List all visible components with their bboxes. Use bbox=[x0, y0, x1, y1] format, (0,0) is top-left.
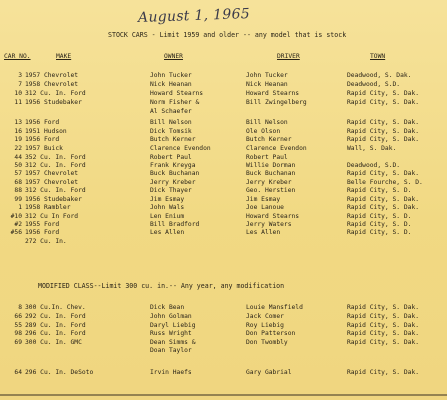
table-row bbox=[0, 238, 447, 248]
column-headers bbox=[0, 53, 447, 63]
cell-driver: Les Allen bbox=[246, 229, 281, 236]
cell-car-no: 11 bbox=[14, 99, 22, 106]
cell-car-no: 8 bbox=[18, 304, 22, 311]
cell-car-no: 44 bbox=[14, 154, 22, 161]
cell-car-no: 16 bbox=[14, 128, 22, 135]
cell-make: 1956 Ford bbox=[25, 229, 60, 236]
cell-driver: Louie Mansfield bbox=[246, 304, 303, 311]
cell-driver: Don Twombly bbox=[246, 339, 288, 346]
cell-town: Rapid City, S. Dak. bbox=[347, 339, 420, 346]
cell-owner: John Tucker bbox=[150, 72, 192, 79]
header-make: MAKE bbox=[56, 53, 72, 60]
cell-driver: Ole Olson bbox=[246, 128, 281, 135]
cell-car-no: 55 bbox=[14, 322, 22, 329]
table-row bbox=[0, 108, 447, 118]
cell-make: 1958 Rambler bbox=[25, 204, 71, 211]
cell-driver: Clarence Evendon bbox=[246, 145, 307, 152]
cell-town: Rapid City, S. Dak. bbox=[347, 304, 420, 311]
cell-town: Rapid City, S. Dak. bbox=[347, 330, 420, 337]
cell-car-no: 10 bbox=[14, 90, 22, 97]
cell-driver: Howard Stearns bbox=[246, 90, 300, 97]
cell-driver: Geo. Herstien bbox=[246, 187, 296, 194]
cell-driver: Robert Paul bbox=[246, 154, 288, 161]
cell-town: Rapid City, S. Dak. bbox=[347, 196, 420, 203]
cell-driver: Willie Dorman bbox=[246, 162, 296, 169]
cell-driver: Roy Liebig bbox=[246, 322, 284, 329]
header-town: TOWN bbox=[370, 53, 386, 60]
cell-make: 296 Cu. In. DeSoto bbox=[25, 369, 94, 376]
cell-make: 312 Cu. In. Ford bbox=[25, 187, 86, 194]
cell-driver: Howard Stearns bbox=[246, 213, 300, 220]
cell-driver: Don Patterson bbox=[246, 330, 296, 337]
cell-owner: Les Allen bbox=[150, 229, 185, 236]
cell-car-no: 7 bbox=[18, 81, 22, 88]
table-row bbox=[0, 347, 447, 357]
cell-owner: John Golman bbox=[150, 313, 192, 320]
cell-make: 352 Cu. In. Ford bbox=[25, 154, 86, 161]
cell-owner: Jerry Kreber bbox=[150, 179, 196, 186]
cell-driver: Jerry Waters bbox=[246, 221, 292, 228]
cell-car-no: #2 bbox=[14, 221, 22, 228]
header-car-no: CAR NO. bbox=[4, 53, 31, 60]
cell-make: 1956 Studebaker bbox=[25, 99, 82, 106]
cell-town: Rapid City, S. Dak. bbox=[347, 136, 420, 143]
cell-make: 1957 Chevrolet bbox=[25, 179, 79, 186]
cell-owner: John Wals bbox=[150, 204, 185, 211]
cell-owner: Len Enium bbox=[150, 213, 185, 220]
cell-town: Rapid City, S. Dak. bbox=[347, 369, 420, 376]
header-owner: OWNER bbox=[164, 53, 183, 60]
cell-driver: Jack Comer bbox=[246, 313, 284, 320]
cell-town: Rapid City, S. D. bbox=[347, 221, 412, 228]
cell-driver: Nick Heanan bbox=[246, 81, 288, 88]
cell-owner: Doan Taylor bbox=[150, 347, 192, 354]
cell-driver: Joe Lanoue bbox=[246, 204, 284, 211]
cell-driver: Butch Kerner bbox=[246, 136, 292, 143]
cell-owner: Dick Bean bbox=[150, 304, 185, 311]
cell-make: 1956 Studebaker bbox=[25, 196, 82, 203]
cell-make: 312 Cu In Ford bbox=[25, 213, 79, 220]
cell-owner: Frank Kreyga bbox=[150, 162, 196, 169]
cell-town: Rapid City, S. Dak. bbox=[347, 170, 420, 177]
cell-town: Rapid City, S. D. bbox=[347, 187, 412, 194]
cell-owner: Dick Tomsik bbox=[150, 128, 192, 135]
cell-make: 312 Cu. In. Ford bbox=[25, 90, 86, 97]
cell-driver: Buck Buchanan bbox=[246, 170, 296, 177]
cell-town: Deadwood, S.D. bbox=[347, 81, 401, 88]
cell-make: 292 Cu. In. Ford bbox=[25, 313, 86, 320]
cell-car-no: 99 bbox=[14, 196, 22, 203]
cell-car-no: 57 bbox=[14, 170, 22, 177]
cell-car-no: 98 bbox=[14, 330, 22, 337]
cell-town: Rapid City, S. Dak. bbox=[347, 99, 420, 106]
cell-town: Belle Fourche, S. D. bbox=[347, 179, 423, 186]
cell-car-no: 88 bbox=[14, 187, 22, 194]
cell-owner: Clarence Evendon bbox=[150, 145, 211, 152]
cell-car-no: 1 bbox=[18, 204, 22, 211]
cell-make: 1956 Ford bbox=[25, 119, 60, 126]
cell-owner: Daryl Liebig bbox=[150, 322, 196, 329]
cell-owner: Irvin Haefs bbox=[150, 369, 192, 376]
cell-town: Deadwood, S. Dak. bbox=[347, 72, 412, 79]
cell-car-no: 69 bbox=[14, 339, 22, 346]
cell-owner: Jim Esmay bbox=[150, 196, 185, 203]
cell-make: 300 Cu.In. Chev. bbox=[25, 304, 86, 311]
header-driver: DRIVER bbox=[277, 53, 300, 60]
cell-owner: Bill Nelson bbox=[150, 119, 192, 126]
cell-owner: Robert Paul bbox=[150, 154, 192, 161]
cell-car-no: 19 bbox=[14, 136, 22, 143]
handwritten-date: August 1, 1965 bbox=[137, 6, 251, 26]
cell-make: 1951 Hudson bbox=[25, 128, 67, 135]
cell-driver: Bill Nelson bbox=[246, 119, 288, 126]
bottom-divider bbox=[0, 394, 447, 396]
cell-town: Rapid City, S. D. bbox=[347, 229, 412, 236]
cell-owner: Dean Simms & bbox=[150, 339, 196, 346]
cell-car-no: 68 bbox=[14, 179, 22, 186]
cell-car-no: 66 bbox=[14, 313, 22, 320]
cell-driver: Jim Esmay bbox=[246, 196, 281, 203]
cell-car-no: 50 bbox=[14, 162, 22, 169]
modified-class-title: MODIFIED CLASS--Limit 300 cu. in.-- Any year, any modification bbox=[38, 282, 285, 290]
cell-make: 296 Cu. In. Ford bbox=[25, 330, 86, 337]
cell-town: Rapid City, S. Dak. bbox=[347, 90, 420, 97]
cell-make: 1957 Buick bbox=[25, 145, 63, 152]
cell-town: Rapid City, S. Dak. bbox=[347, 119, 420, 126]
stock-cars-title: STOCK CARS - Limit 1959 and older -- any model that is stock bbox=[108, 31, 347, 39]
cell-make: 272 Cu. In. bbox=[25, 238, 67, 245]
cell-driver: John Tucker bbox=[246, 72, 288, 79]
cell-make: 1957 Chevrolet bbox=[25, 170, 79, 177]
cell-owner: Dick Thayer bbox=[150, 187, 192, 194]
cell-make: 312 Cu. In. Ford bbox=[25, 162, 86, 169]
cell-town: Rapid City, S. Dak. bbox=[347, 313, 420, 320]
cell-owner: Al Schaefer bbox=[150, 108, 192, 115]
cell-make: 1956 Ford bbox=[25, 136, 60, 143]
cell-town: Rapid City, S. Dak. bbox=[347, 128, 420, 135]
cell-car-no: 22 bbox=[14, 145, 22, 152]
cell-owner: Buck Buchanan bbox=[150, 170, 200, 177]
cell-driver: Bill Zwingelberg bbox=[246, 99, 307, 106]
cell-make: 1955 Ford bbox=[25, 221, 60, 228]
cell-owner: Russ Wright bbox=[150, 330, 192, 337]
cell-owner: Butch Kerner bbox=[150, 136, 196, 143]
cell-town: Rapid City, S. Dak. bbox=[347, 204, 420, 211]
cell-driver: Jerry Kreber bbox=[246, 179, 292, 186]
cell-town: Deadwood, S.D. bbox=[347, 162, 401, 169]
cell-make: 1958 Chevrolet bbox=[25, 81, 79, 88]
cell-owner: Norm Fisher & bbox=[150, 99, 200, 106]
cell-make: 1957 Chevrolet bbox=[25, 72, 79, 79]
cell-town: Rapid City, S. Dak. bbox=[347, 322, 420, 329]
cell-town: Rapid City, S. D. bbox=[347, 213, 412, 220]
cell-owner: Nick Heanan bbox=[150, 81, 192, 88]
cell-car-no: #56 bbox=[10, 229, 22, 236]
cell-town: Wall, S. Dak. bbox=[347, 145, 397, 152]
cell-make: 289 Cu. In. Ford bbox=[25, 322, 86, 329]
cell-make: 300 Cu. In. GMC bbox=[25, 339, 82, 346]
cell-car-no: 3 bbox=[18, 72, 22, 79]
table-row bbox=[0, 369, 447, 379]
cell-owner: Howard Stearns bbox=[150, 90, 204, 97]
cell-car-no: 64 bbox=[14, 369, 22, 376]
cell-owner: Bill Bradford bbox=[150, 221, 200, 228]
cell-car-no: #10 bbox=[10, 213, 22, 220]
cell-driver: Gary Gabrial bbox=[246, 369, 292, 376]
cell-car-no: 13 bbox=[14, 119, 22, 126]
